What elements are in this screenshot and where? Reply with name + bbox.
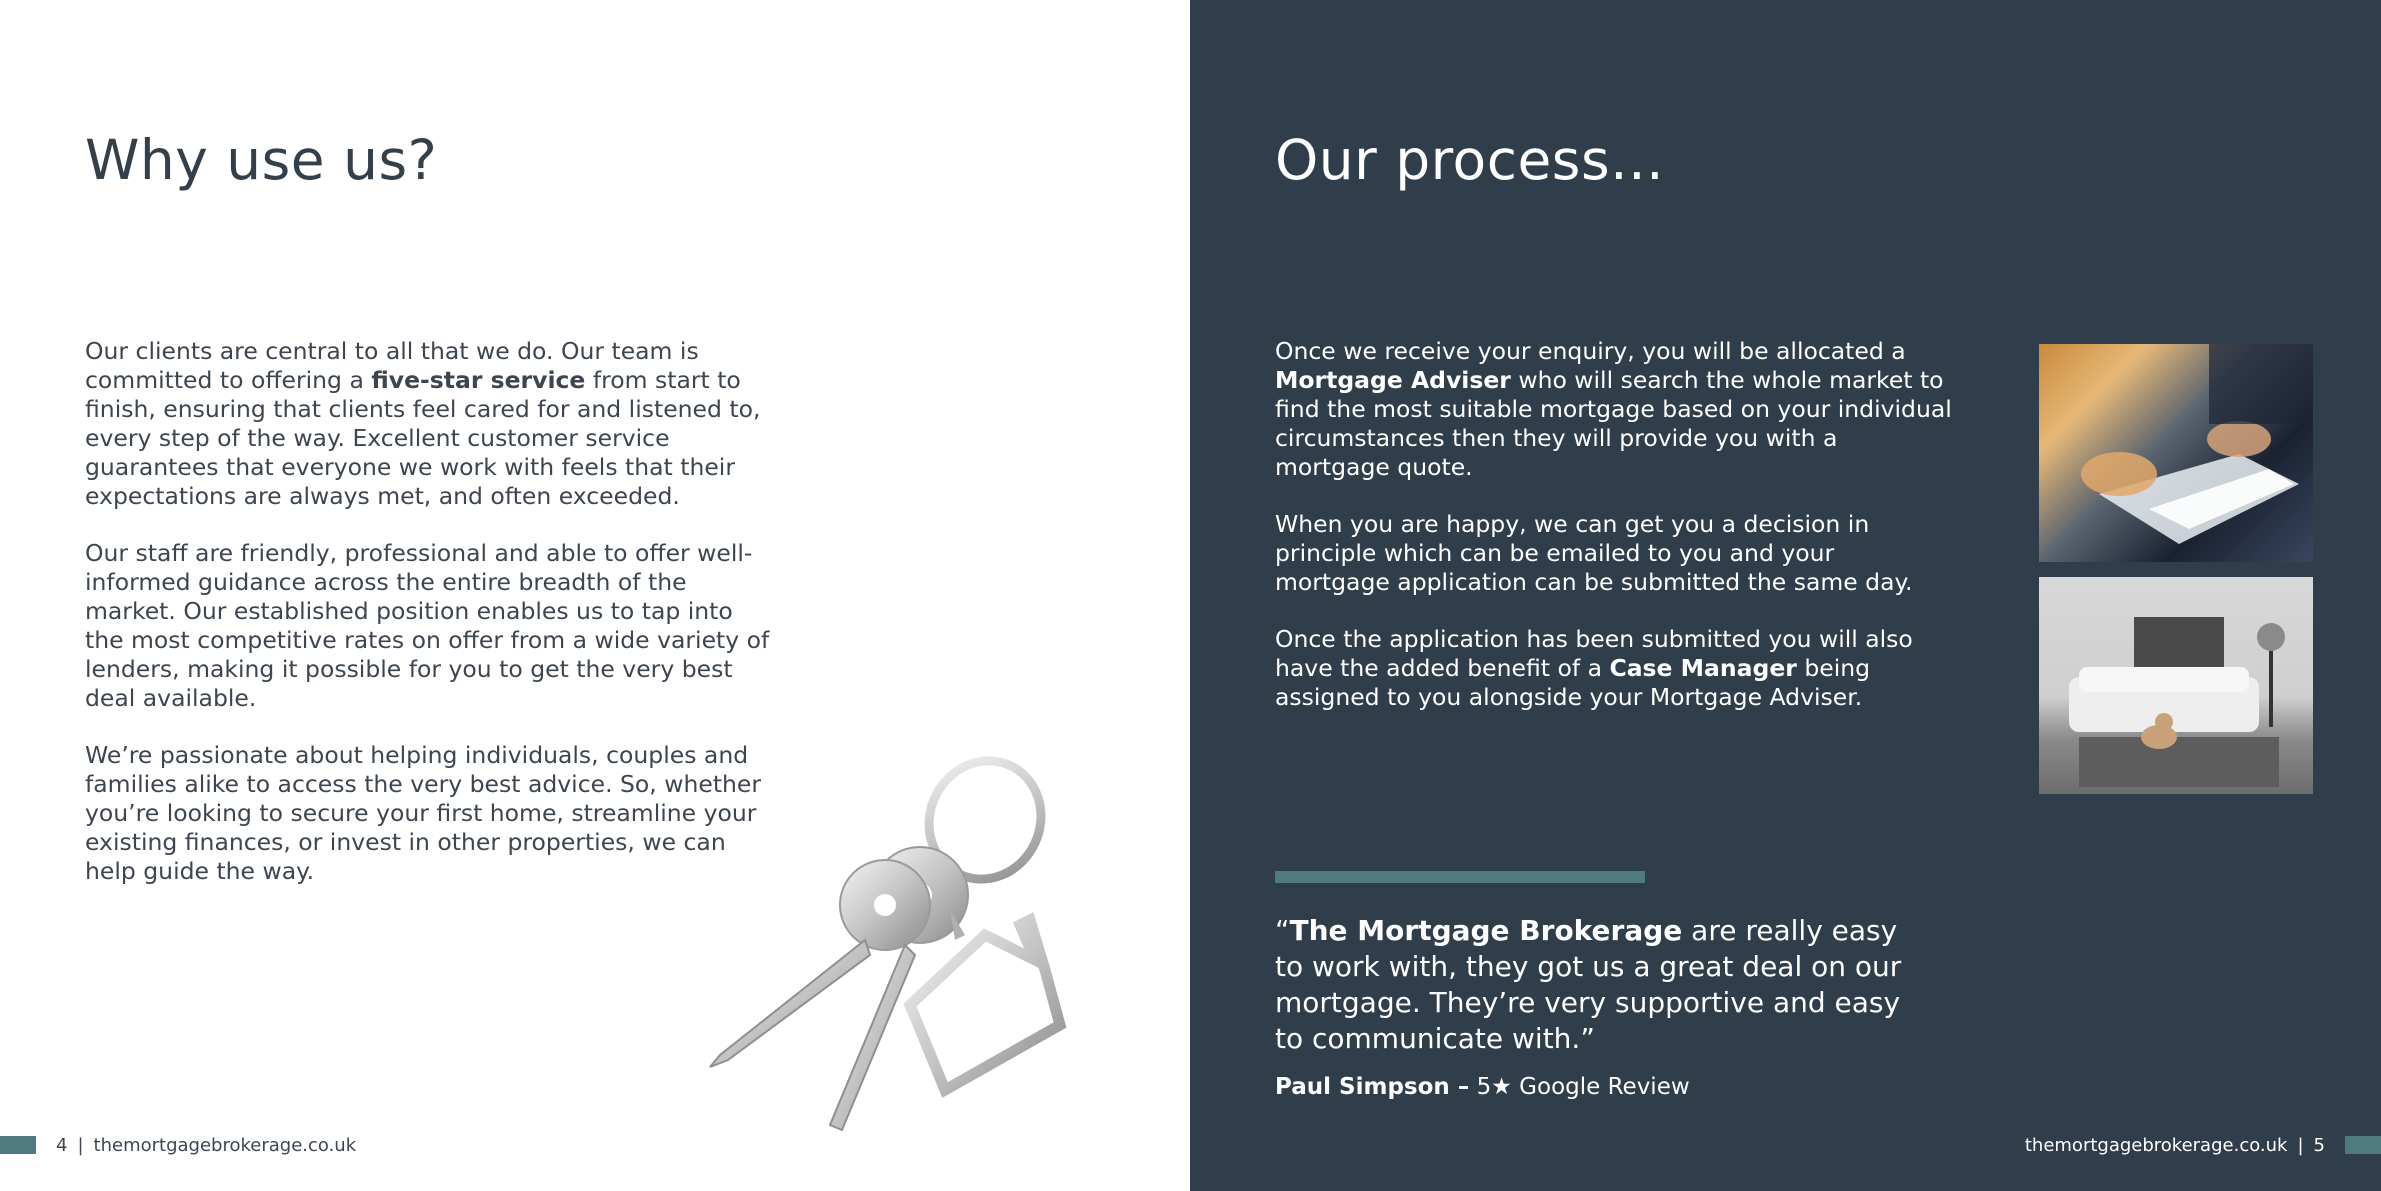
- left-body-text: [85, 337, 775, 914]
- meeting-photo: [2039, 344, 2313, 562]
- footer-url[interactable]: themortgagebrokerage.co.uk: [93, 1134, 357, 1156]
- left-footer: [0, 1135, 356, 1155]
- review-rating: 5★: [1476, 1074, 1512, 1100]
- reviewer-name: Paul Simpson –: [1275, 1074, 1470, 1100]
- left-page: [0, 0, 1190, 1191]
- footer-accent-tab: [2345, 1136, 2381, 1154]
- living-room-photo: [2039, 577, 2313, 794]
- left-paragraph-1: Our clients are central to all that we do. Our team is committed to offering a five-star service from start to finish, ensuring that clients feel cared for and listened to, every step of the way. Excellent customer service guarantees that everyone we work with feels that their expectations are always met, and often exceeded.: [85, 337, 761, 510]
- testimonial-quote: “The Mortgage Brokerage are really easy to work with, they got us a great deal on our mortgage. They’re very supportive and easy to communicate with.”: [1275, 914, 1902, 1055]
- right-paragraph-2: When you are happy, we can get you a decision in principle which can be emailed to you and your mortgage application can be submitted the same day.: [1275, 510, 1913, 596]
- right-paragraph-1: Once we receive your enquiry, you will be allocated a Mortgage Adviser who will search the whole market to find the most suitable mortgage based on your individual circumstances then they will provide you with a mortgage quote.: [1275, 337, 1952, 481]
- quote-accent-bar: [1275, 871, 1645, 883]
- left-paragraph-2: Our staff are friendly, professional and able to offer well-informed guidance across the entire breadth of the market. Our established position enables us to tap into the most competitive rates on offer from a wide variety of lenders, making it possible for you to get the very best deal available.: [85, 539, 770, 712]
- testimonial-attribution: [1275, 1074, 1690, 1100]
- page-number: 4: [56, 1134, 68, 1156]
- footer-url[interactable]: themortgagebrokerage.co.uk: [2024, 1134, 2288, 1156]
- left-paragraph-3: We’re passionate about helping individuals, couples and families alike to access the very best advice. So, whether you’re looking to secure your first home, streamline your existing finances, or invest in other properties, we can help guide the way.: [85, 741, 762, 885]
- footer-separator: |: [77, 1134, 84, 1156]
- right-body-text: [1275, 337, 1955, 740]
- page-title-why-use-us: Why use us?: [85, 128, 438, 192]
- page-number: 5: [2313, 1134, 2325, 1156]
- footer-separator: |: [2297, 1134, 2304, 1156]
- right-page: [1190, 0, 2381, 1191]
- footer-accent-tab: [0, 1136, 36, 1154]
- page-title-our-process: Our process...: [1275, 128, 1665, 192]
- keys-icon: [700, 755, 1120, 1145]
- right-paragraph-3: Once the application has been submitted you will also have the added benefit of a Case Manager being assigned to you alongside your Mortgage Adviser.: [1275, 625, 1913, 711]
- review-source: Google Review: [1519, 1074, 1690, 1100]
- right-footer: [2025, 1135, 2381, 1155]
